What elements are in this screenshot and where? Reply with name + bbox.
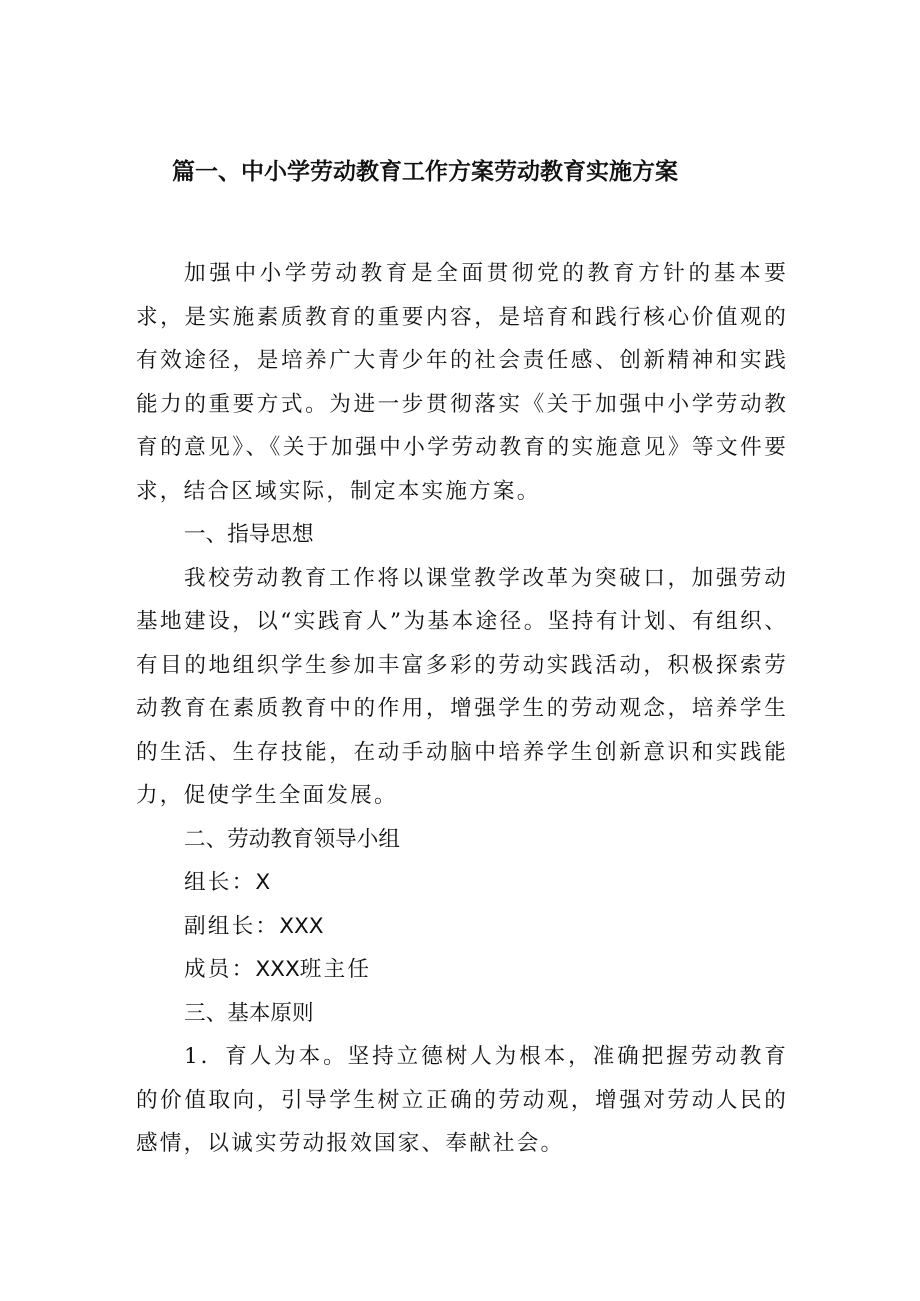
member-name: XXX: [279, 913, 324, 939]
section-heading-leadership-group: 二、劳动教育领导小组: [184, 826, 400, 852]
intro-paragraph: 加强中小学劳动教育是全面贯彻党的教育方针的基本要求，是实施素质教育的重要内容，是培育和践行核心价值观的有效途径，是培养广大青少年的社会责任感、创新精神和实践能力的重要方式。为进一步贯彻落实《关于加强中小学劳动教育的意见》、《关于加强中小学劳动教育的实施意见》等文件要求，结合区域实际，制定本实施方案。: [136, 261, 788, 504]
guiding-ideology-paragraph: 我校劳动教育工作将以课堂教学改革为突破口，加强劳动基地建设，以“实践育人”为基本途径。坚持有计划、有组织、有目的地组织学生参加丰富多彩的劳动实践活动，积极探索劳动教育在素质教育中的作用，增强学生的劳动观念，培养学生的生活、生存技能，在动手动脑中培养学生创新意识和实践能力，促使学生全面发展。: [136, 565, 788, 808]
section-heading-basic-principles: 三、基本原则: [184, 1000, 314, 1026]
member-role: 组长：: [184, 870, 256, 895]
document-title: 篇一、中小学劳动教育工作方案劳动教育实施方案: [172, 159, 678, 185]
member-role: 成员：: [184, 957, 256, 982]
section-heading-guiding-ideology: 一、指导思想: [184, 522, 314, 547]
basic-principles-paragraph: 1．育人为本。坚持立德树人为根本，准确把握劳动教育的价值取向，引导学生树立正确的劳动观，增强对劳动人民的感情，以诚实劳动报效国家、奉献社会。: [136, 1044, 788, 1156]
member-line-members: [136, 948, 788, 992]
document-body: [136, 252, 788, 1166]
member-line-deputy-leader: [136, 905, 788, 949]
member-name: X: [255, 870, 271, 895]
member-line-leader: [136, 861, 788, 905]
member-role: 副组长：: [184, 913, 280, 939]
member-suffix: 班主任: [299, 957, 372, 982]
member-name: XXX: [255, 957, 300, 982]
